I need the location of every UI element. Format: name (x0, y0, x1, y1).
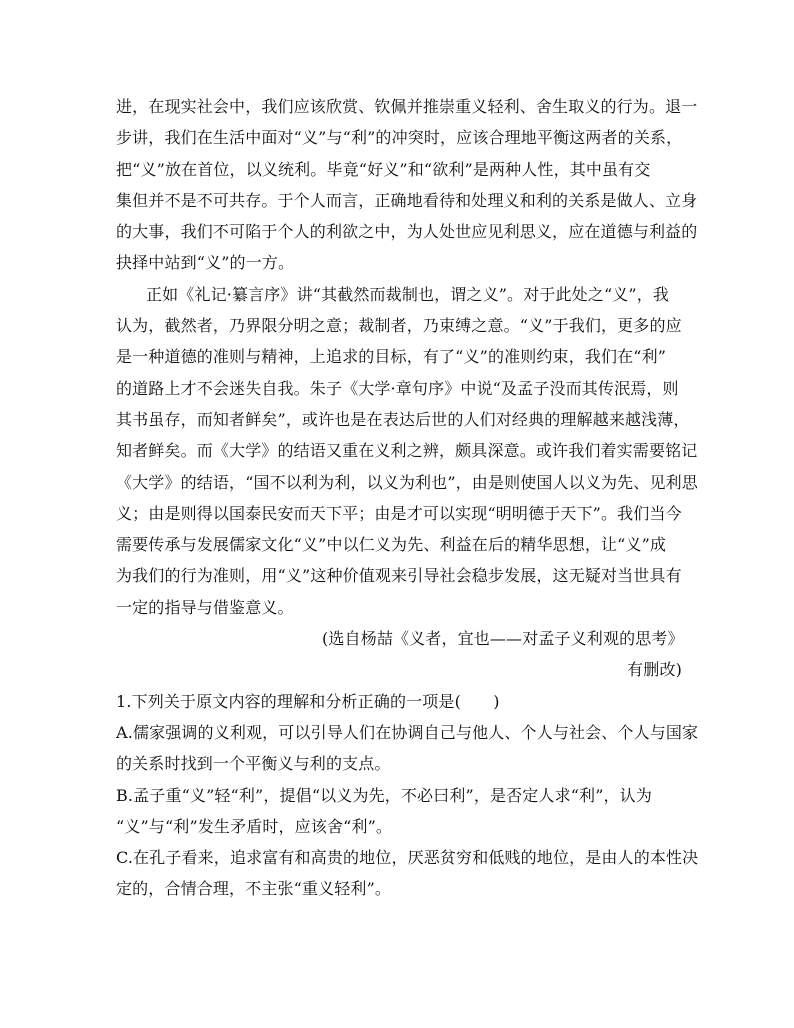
paragraph-2-line-6: 知者鲜矣。而《大学》的结语又重在义利之辨，颇具深意。或许我们着实需要铭记 (116, 441, 698, 461)
paragraph-2-line-10: 为我们的行为准则，用“义”这种价值观来引导社会稳步发展，这无疑对当世具有 (116, 566, 682, 586)
option-c-line-1: C.在孔子看来，追求富有和高贵的地位，厌恶贫穷和低贱的地位，是由人的本性决 (116, 848, 699, 868)
paragraph-2-line-5: 其书虽存，而知者鲜矣”，或许也是在表达后世的人们对经典的理解越来越浅薄， (116, 409, 690, 429)
option-a-line-1: A.儒家强调的义利观，可以引导人们在协调自己与他人、个人与社会、个人与国家 (116, 722, 699, 742)
paragraph-2-line-3: 是一种道德的准则与精神，上追求的目标，有了“义”的准则约束，我们在“利” (116, 347, 667, 367)
question-stem: 1.下列关于原文内容的理解和分析正确的一项是( ) (116, 691, 500, 711)
source-citation-line-1: (选自杨喆《义者，宜也——对孟子义利观的思考》 (322, 629, 684, 649)
paragraph-1-line-4: 集但并不是不可共存。于个人而言，正确地看待和处理义和利的关系是做人、立身 (116, 190, 698, 210)
paragraph-2-line-9: 需要传承与发展儒家文化“义”中以仁义为先、利益在后的精华思想，让“义”成 (116, 535, 667, 555)
option-a-line-2: 的关系时找到一个平衡义与利的支点。 (116, 754, 391, 774)
paragraph-2-line-8: 义；由是则得以国泰民安而天下平；由是才可以实现“明明德于天下”。我们当今 (116, 503, 682, 523)
paragraph-2-line-7: 《大学》的结语，“国不以利为利，以义为利也”，由是则使国人以义为先、见利思 (116, 472, 698, 492)
paragraph-2-line-2: 认为，截然者，乃界限分明之意；裁制者，乃束缚之意。“义”于我们，更多的应 (116, 316, 682, 336)
paragraph-1-line-3: 把“义”放在首位，以义统利。毕竟“好义”和“欲利”是两种人性，其中虽有交 (116, 159, 651, 179)
paragraph-2-line-11: 一定的指导与借鉴意义。 (116, 597, 294, 617)
paragraph-1-line-1: 进，在现实社会中，我们应该欣赏、钦佩并推崇重义轻利、舍生取义的行为。退一 (116, 97, 698, 116)
paragraph-2-line-1: 正如《礼记·纂言序》讲“其截然而裁制也，谓之义”。对于此处之“义”，我 (146, 284, 670, 304)
paragraph-1-line-5: 的大事，我们不可陷于个人的利欲之中，为人处世应见利思义，应在道德与利益的 (116, 222, 698, 242)
paragraph-1-line-2: 步讲，我们在生活中面对“义”与“利”的冲突时，应该合理地平衡这两者的关系， (116, 128, 683, 148)
paragraph-2-line-4: 的道路上才不会迷失自我。朱子《大学·章句序》中说“及孟子没而其传泯焉，则 (116, 378, 679, 398)
document-page (116, 91, 699, 905)
option-c-line-2: 定的，合情合理，不主张“重义轻利”。 (116, 879, 392, 899)
source-citation-line-2: 有删改) (627, 660, 682, 680)
paragraph-1-line-6: 抉择中站到“义”的一方。 (116, 253, 295, 273)
option-b-line-1: B.孟子重“义”轻“利”，提倡“以义为先，不必曰利”，是否定人求“利”，认为 (116, 785, 652, 805)
option-b-line-2: “义”与“利”发生矛盾时，应该舍“利”。 (116, 816, 393, 836)
